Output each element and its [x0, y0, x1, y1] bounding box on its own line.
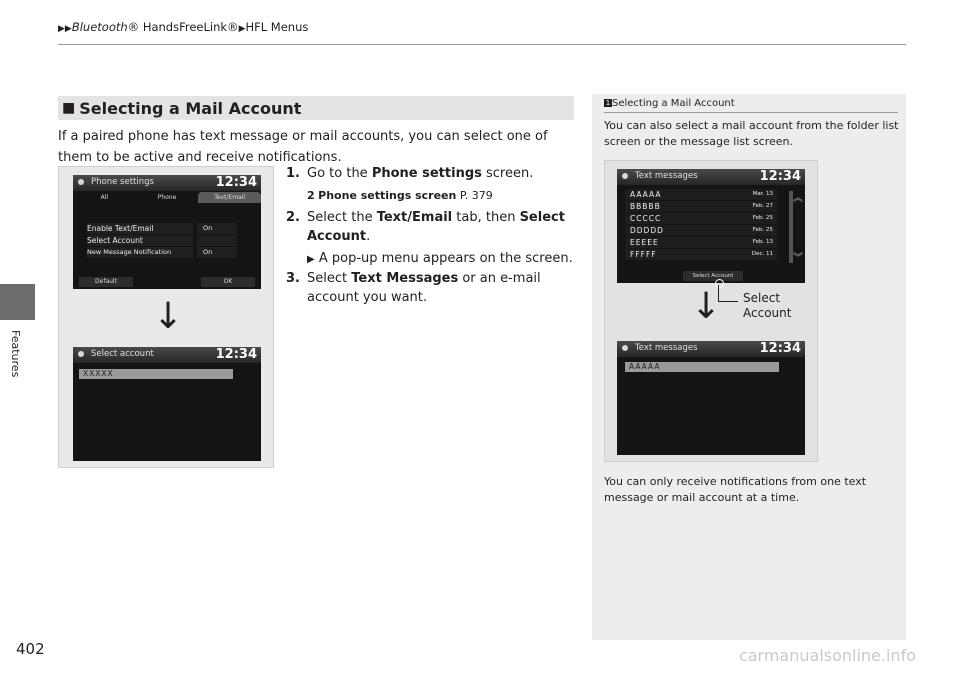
default-button[interactable]: Default	[79, 277, 133, 287]
watermark: carmanualsonline.info	[738, 646, 916, 665]
row-enable-text-email[interactable]: Enable Text/Email On	[87, 223, 237, 234]
ok-button[interactable]: OK	[201, 277, 255, 287]
side-tab-label: Features	[9, 330, 22, 378]
screen-title: Text messages	[635, 171, 698, 181]
cross-reference[interactable]: 2 Phone settings screen P. 379	[307, 189, 493, 202]
intro-paragraph: If a paired phone has text message or mail accounts, you can select one of them to be active and receive notifications.	[58, 129, 548, 165]
tab-text-email[interactable]: Text/Email	[198, 192, 261, 203]
sidebar-title: 1 Selecting a Mail Account	[605, 98, 735, 109]
text-messages-account-screen	[617, 341, 805, 455]
message-row[interactable]: AAAAA Mar. 13	[625, 189, 777, 200]
sidebar-screenshot-panel	[604, 160, 818, 462]
breadcrumb	[58, 20, 308, 34]
callout-label: Select Account	[743, 291, 792, 320]
step-3: 3. Select Text Messages or an e-mail account you want.	[286, 271, 541, 305]
chevron-down-icon[interactable]: ︾	[793, 253, 803, 264]
message-row[interactable]: CCCCC Feb. 25	[625, 213, 777, 224]
menu-icon	[78, 351, 84, 357]
tab-bar	[73, 192, 261, 203]
reference-icon: 2	[307, 189, 315, 202]
clock: 12:34	[759, 169, 801, 184]
text-messages-screen	[617, 169, 805, 283]
breadcrumb-hfl: ® HandsFreeLink®	[127, 20, 239, 34]
chevron-up-icon[interactable]: ︽	[793, 193, 803, 204]
screenshot-panel	[58, 166, 274, 468]
clock: 12:34	[215, 175, 257, 190]
select-account-button[interactable]: Select Account	[683, 271, 743, 281]
account-item[interactable]: AAAAA	[625, 362, 779, 372]
menu-icon	[622, 173, 628, 179]
phone-settings-screen	[73, 175, 261, 289]
section-marker-icon: ■	[62, 100, 76, 116]
page-number: 402	[16, 640, 45, 658]
screen-title: Select account	[91, 349, 154, 359]
section-heading	[58, 96, 574, 120]
row-select-account[interactable]: Select Account	[87, 235, 237, 246]
clock: 12:34	[759, 341, 801, 356]
tab-phone[interactable]: Phone	[157, 194, 177, 201]
section-title: Selecting a Mail Account	[79, 98, 302, 118]
menu-icon	[622, 345, 628, 351]
breadcrumb-arrow-icon: ▶	[238, 24, 246, 34]
message-row[interactable]: BBBBB Feb. 27	[625, 201, 777, 212]
arrow-down-icon: ↓	[691, 286, 722, 327]
arrow-down-icon: ↓	[153, 296, 184, 337]
breadcrumb-menus: HFL Menus	[245, 20, 309, 34]
step-2: 2. Select the Text/Email tab, then Select Account.	[286, 210, 565, 244]
menu-icon	[78, 179, 84, 185]
breadcrumb-arrow-icon: ▶▶	[58, 24, 72, 34]
row-new-message-notification[interactable]: New Message Notification On	[87, 247, 237, 258]
message-row[interactable]: FFFFF Dec. 11	[625, 249, 777, 260]
tab-all[interactable]: All	[100, 194, 109, 201]
header-rule	[58, 44, 906, 45]
account-item[interactable]: XXXXX	[79, 369, 233, 379]
sidebar-text-1: You can also select a mail account from the folder list screen or the message list screen.	[604, 119, 899, 148]
steps-list	[286, 164, 581, 310]
step-1: 1. Go to the Phone settings screen.	[286, 166, 534, 181]
screen-title: Text messages	[635, 343, 698, 353]
result-arrow-icon: ▶	[307, 254, 315, 265]
clock: 12:34	[215, 347, 257, 362]
sidebar-text-2: You can only receive notifications from one text message or mail account at a time.	[604, 475, 867, 504]
message-row[interactable]: EEEEE Feb. 13	[625, 237, 777, 248]
select-account-screen	[73, 347, 261, 461]
message-row[interactable]: DDDDD Feb. 25	[625, 225, 777, 236]
sidebar-note	[592, 94, 906, 640]
side-tab-marker	[0, 284, 35, 320]
breadcrumb-bluetooth: Bluetooth	[71, 20, 128, 34]
step-2-result: ▶ A pop-up menu appears on the screen.	[307, 251, 573, 266]
note-badge-icon: 1	[605, 99, 611, 107]
screen-title: Phone settings	[91, 177, 154, 187]
